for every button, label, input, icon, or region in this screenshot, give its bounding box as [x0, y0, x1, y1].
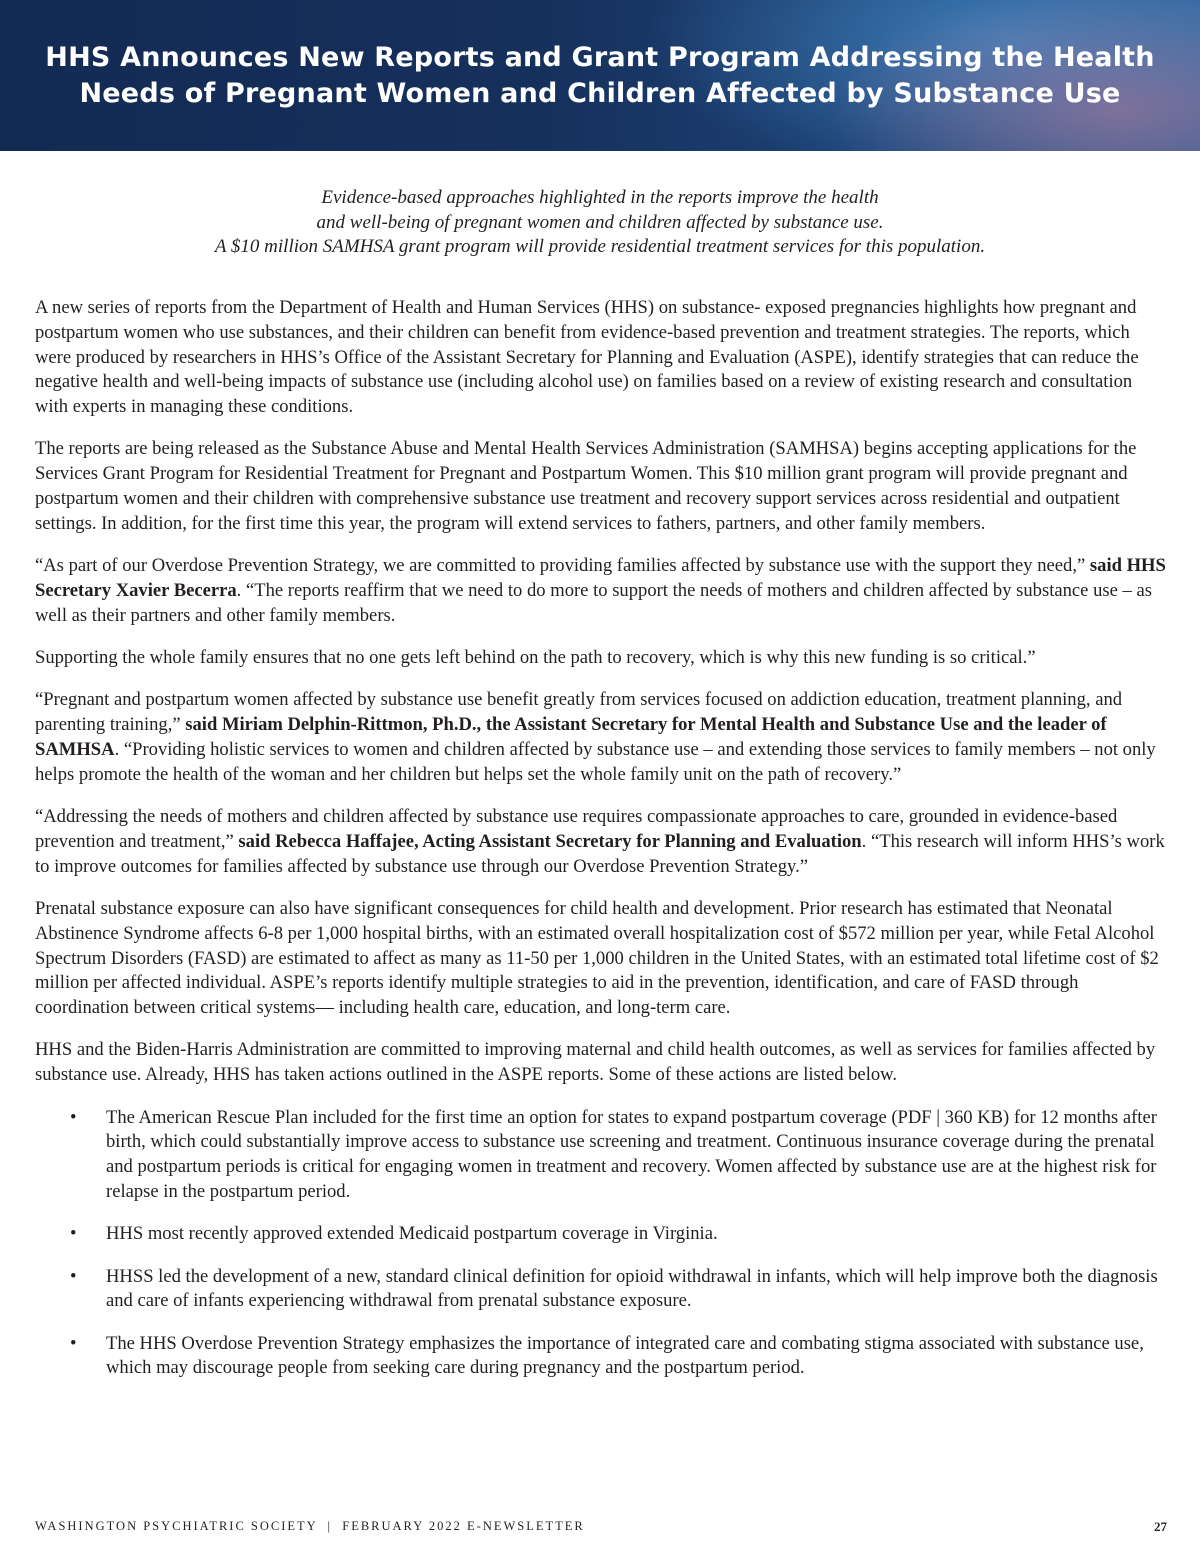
paragraph-5 — [35, 688, 1167, 787]
bullet-icon: • — [70, 1332, 77, 1354]
bullet-icon: • — [70, 1223, 77, 1245]
quote-attribution: said Miriam Delphin-Rittmon, Ph.D., the Assistant Secretary for Mental Health and Substance Use and the leader of SAMHSA — [35, 714, 1107, 760]
article-subtitle — [0, 186, 1200, 260]
actions-list — [35, 1106, 1167, 1382]
list-item-text: HHSS led the development of a new, standard clinical definition for opioid withdrawal in infants, which will help improve both the diagnosis and care of infants experiencing withdrawal from prenatal substance exposure. — [106, 1265, 1158, 1312]
list-item — [35, 1265, 1167, 1315]
subtitle-line-1: Evidence-based approaches highlighted in the reports improve the health — [321, 187, 879, 208]
page-title: HHS Announces New Reports and Grant Program Addressing the Health Needs of Pregnant Women and Children Affected by Substance Use — [45, 41, 1155, 109]
article-body — [35, 296, 1167, 1399]
paragraph-7: Prenatal substance exposure can also have significant consequences for child health and development. Prior research has estimated that Neonatal Abstinence Syndrome affects 6-8 per 1,000 hospital births, with an estimated overall hospitalization cost of $572 million per year, while Fetal Alcohol Spectrum Disorders (FASD) are estimated to affect as many as 11-50 per 1,000 children in the United States, with an estimated total lifetime cost of $2 million per affected individual. ASPE’s reports identify multiple strategies to aid in the prevention, identification, and care of FASD through coordination between critical systems— including health care, education, and long-term care. — [35, 897, 1159, 1019]
quote-text: . “The reports reaffirm that we need to do more to support the needs of mothers and children affected by substance use – as well as their partners and other family members. — [35, 579, 1152, 626]
quote-text: “Pregnant and postpartum women affected by substance use benefit greatly from services focused on addiction education, treatment planning, and parenting training,” — [35, 689, 1123, 736]
list-item — [35, 1332, 1167, 1382]
footer-publication: WASHINGTON PSYCHIATRIC SOCIETY | FEBRUARY 2022 E-NEWSLETTER — [35, 1519, 585, 1533]
quote-attribution: said HHS Secretary Xavier Becerra — [35, 555, 1166, 601]
page-footer — [35, 1519, 1167, 1534]
subtitle-line-2: and well-being of pregnant women and children affected by substance use. — [316, 211, 884, 233]
page-number: 27 — [1154, 1519, 1167, 1534]
quote-text: . “This research will inform HHS’s work to improve outcomes for families affected by substance use through our Overdose Prevention Strategy.” — [35, 830, 1165, 877]
paragraph-8: HHS and the Biden-Harris Administration are committed to improving maternal and child health outcomes, as well as services for families affected by substance use. Already, HHS has taken actions outlined in the ASPE reports. Some of these actions are listed below. — [35, 1039, 1156, 1086]
list-item-text: The HHS Overdose Prevention Strategy emphasizes the importance of integrated care and combating stigma associated with substance use, which may discourage people from seeking care during pregnancy and the postpartum period. — [106, 1332, 1144, 1379]
paragraph-3 — [35, 554, 1167, 628]
subtitle-line-3: A $10 million SAMHSA grant program will provide residential treatment services for this population. — [214, 236, 986, 257]
list-item — [35, 1222, 1167, 1247]
bullet-icon: • — [70, 1106, 77, 1128]
bullet-icon: • — [70, 1265, 77, 1287]
paragraph-2: The reports are being released as the Substance Abuse and Mental Health Services Administration (SAMHSA) begins accepting applications for the Services Grant Program for Residential Treatment for Pregnant and Postpartum Women. This $10 million grant program will provide pregnant and postpartum women and their children with comprehensive substance use treatment and recovery support services across residential and outpatient settings. In addition, for the first time this year, the program will extend services to fathers, partners, and other family members. — [35, 438, 1137, 534]
list-item-text: HHS most recently approved extended Medicaid postpartum coverage in Virginia. — [106, 1223, 718, 1245]
quote-text: “As part of our Overdose Prevention Strategy, we are committed to providing families affected by substance use with the support they need,” — [35, 555, 1090, 577]
quote-text: “Addressing the needs of mothers and children affected by substance use requires compassionate approaches to care, grounded in evidence-based prevention and treatment,” — [35, 806, 1118, 852]
quote-text: . “Providing holistic services to women and children affected by substance use – and extending those services to family members – not only helps promote the health of the woman and her children but helps set the whole family unit on the path of recovery.” — [35, 738, 1156, 785]
quote-attribution: said Rebecca Haffajee, Acting Assistant Secretary for Planning and Evaluation — [238, 830, 862, 852]
paragraph-4: Supporting the whole family ensures that no one gets left behind on the path to recovery, which is why this new funding is so critical.” — [35, 647, 1036, 669]
paragraph-6 — [35, 805, 1167, 879]
paragraph-1: A new series of reports from the Department of Health and Human Services (HHS) on substance- exposed pregnancies highlights how pregnant and postpartum women who use substances, and their children can benefit from evidence-based prevention and treatment strategies. The reports, which were produced by researchers in HHS’s Office of the Assistant Secretary for Planning and Evaluation (ASPE), identify strategies that can reduce the negative health and well-being impacts of substance use (including alcohol use) on families based on a review of existing research and consultation with experts in managing these conditions. — [35, 297, 1139, 418]
header-banner — [0, 0, 1200, 151]
list-item-text: The American Rescue Plan included for the first time an option for states to expand postpartum coverage (PDF | 360 KB) for 12 months after birth, which could substantially improve access to substance use screening and treatment. Continuous insurance coverage during the prenatal and postpartum periods is critical for engaging women in treatment and recovery. Women affected by substance use are at the highest risk for relapse in the postpartum period. — [106, 1106, 1157, 1202]
list-item — [35, 1106, 1167, 1205]
